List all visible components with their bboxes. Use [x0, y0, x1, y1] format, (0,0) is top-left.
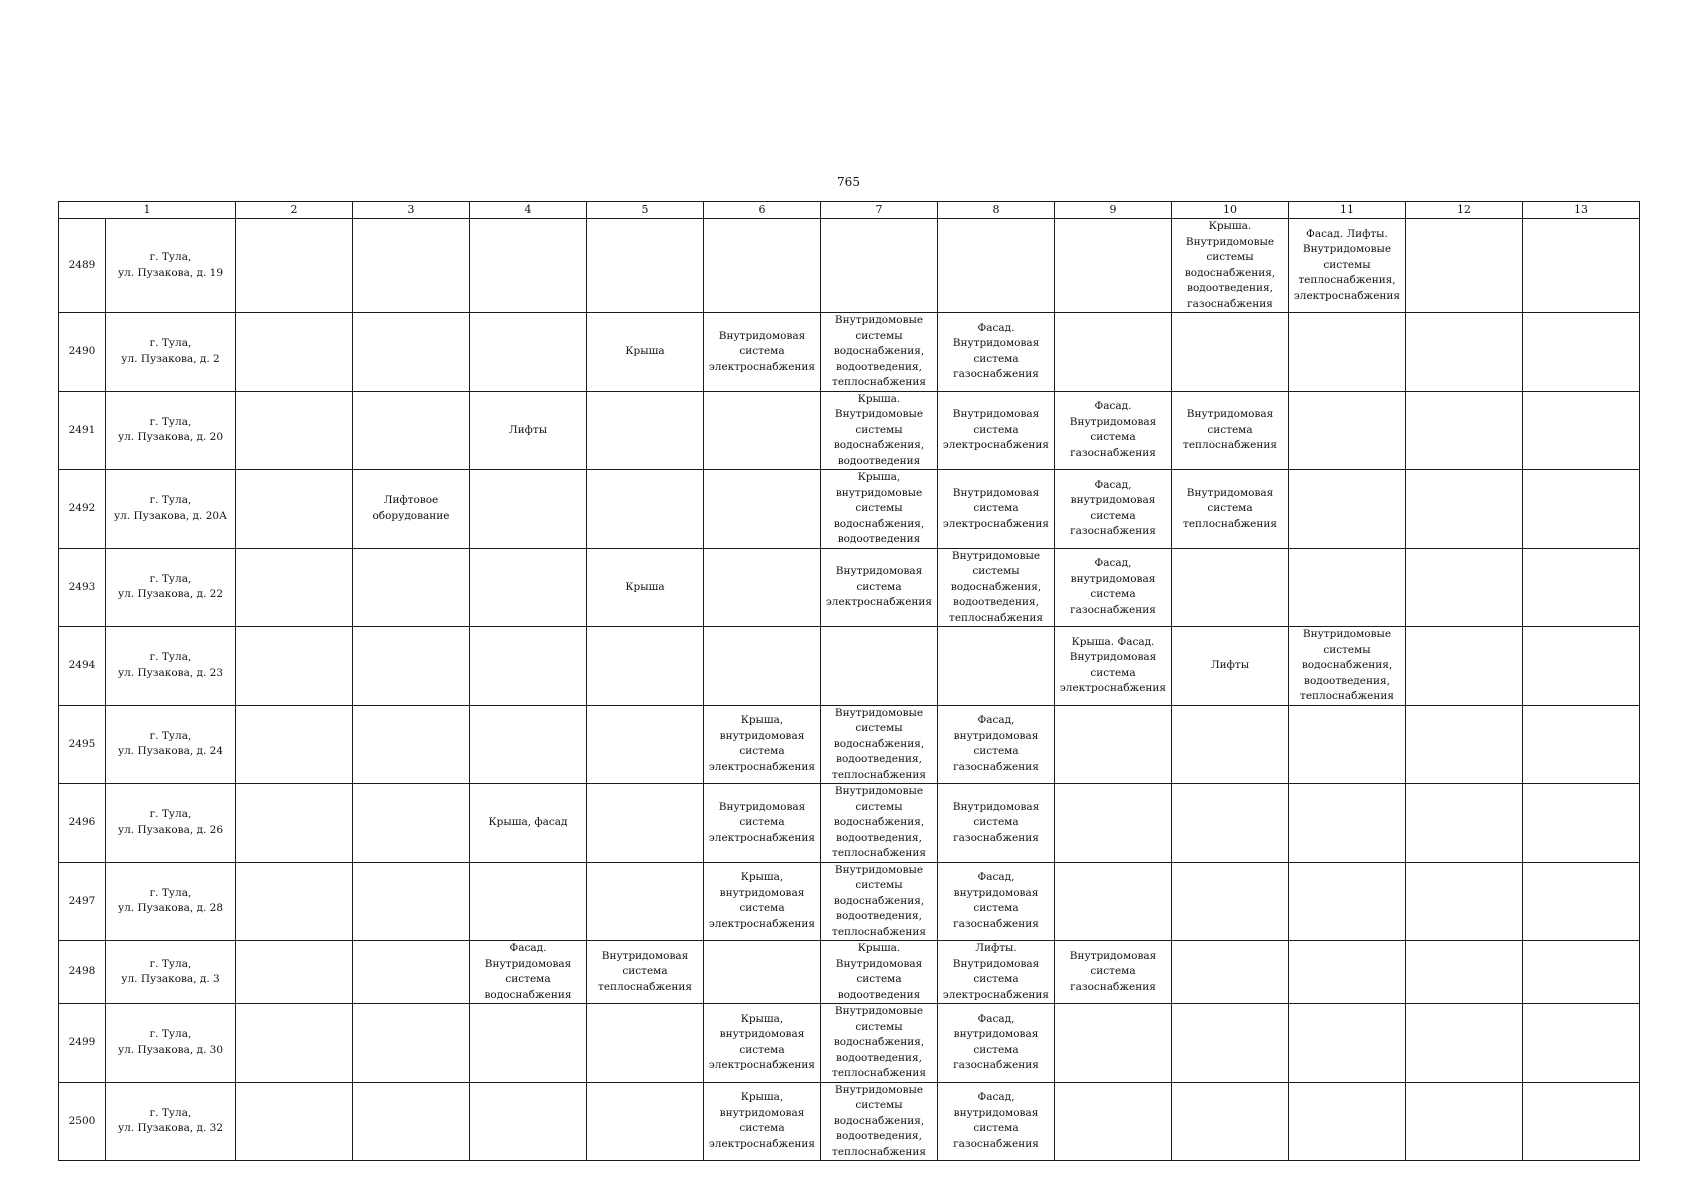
work-cell-6: [704, 1004, 821, 1083]
address-city: г. Тула,: [149, 1028, 192, 1041]
work-cell-13: [1523, 1004, 1640, 1083]
work-cell-10: [1172, 391, 1289, 470]
row-number: 2495: [59, 705, 106, 784]
address-street: ул. Пузакова, д. 19: [117, 266, 224, 279]
work-cell-11: [1289, 219, 1406, 313]
column-header-1: 1: [59, 202, 236, 219]
work-cell-12: [1406, 470, 1523, 549]
work-cell-4: [470, 470, 587, 549]
work-cell-7: [821, 705, 938, 784]
address-street: ул. Пузакова, д. 3: [121, 973, 220, 985]
work-cell-6: [704, 784, 821, 863]
work-cell-6: [704, 219, 821, 313]
work-cell-4: [470, 391, 587, 470]
address-cell: [106, 548, 236, 627]
column-header-2: 2: [236, 202, 353, 219]
work-cell-13: [1523, 470, 1640, 549]
row-number: 2492: [59, 470, 106, 549]
work-cell-2: [236, 313, 353, 392]
work-text: Внутридомовые системы водоснабжения, водоотведения, теплоснабжения: [1300, 628, 1394, 702]
address-city: г. Тула,: [149, 729, 192, 742]
work-text: Крыша. Внутридомовая система водоотведения: [835, 942, 923, 1001]
work-cell-7: [821, 941, 938, 1004]
column-header-9: 9: [1055, 202, 1172, 219]
work-cell-9: [1055, 1004, 1172, 1083]
work-cell-13: [1523, 784, 1640, 863]
work-text: Внутридомовая система теплоснабжения: [1183, 486, 1277, 530]
table-row: [59, 470, 1640, 549]
work-cell-4: [470, 941, 587, 1004]
address-street: ул. Пузакова, д. 30: [117, 1043, 224, 1056]
work-text: Крыша, внутридомовая система электроснабжения: [708, 1091, 816, 1150]
work-text: Внутридомовая система электроснабжения: [942, 486, 1050, 530]
address-city: г. Тула,: [149, 572, 192, 585]
address-city: г. Тула,: [149, 886, 192, 899]
work-text: Внутридомовая система электроснабжения: [708, 329, 816, 373]
work-cell-3: [353, 1004, 470, 1083]
work-cell-8: [938, 784, 1055, 863]
column-header-4: 4: [470, 202, 587, 219]
address-cell: [106, 1004, 236, 1083]
work-text: Фасад. Лифты. Внутридомовые системы теплоснабжения, электроснабжения: [1293, 227, 1401, 302]
work-text: Фасад, внутридомовая система газоснабжения: [953, 714, 1039, 773]
work-cell-6: [704, 548, 821, 627]
page-number: 765: [837, 175, 860, 189]
work-cell-2: [236, 784, 353, 863]
work-cell-9: [1055, 627, 1172, 706]
row-number: 2500: [59, 1082, 106, 1161]
work-cell-7: [821, 627, 938, 706]
work-cell-11: [1289, 1082, 1406, 1161]
work-cell-2: [236, 705, 353, 784]
work-cell-12: [1406, 313, 1523, 392]
work-cell-8: [938, 391, 1055, 470]
work-cell-13: [1523, 627, 1640, 706]
address-city: г. Тула,: [149, 651, 192, 664]
row-number: 2490: [59, 313, 106, 392]
address-city: г. Тула,: [149, 494, 192, 507]
work-text: Внутридомовые системы водоснабжения, водоотведения, теплоснабжения: [832, 314, 926, 388]
column-header-11: 11: [1289, 202, 1406, 219]
address-street: ул. Пузакова, д. 28: [117, 902, 224, 915]
work-cell-4: [470, 862, 587, 941]
address-cell: [106, 313, 236, 392]
work-cell-7: [821, 1004, 938, 1083]
address-street: ул. Пузакова, д. 20А: [113, 509, 228, 522]
work-text: Внутридомовая система газоснабжения: [952, 800, 1040, 844]
address-cell: [106, 219, 236, 313]
row-number: 2498: [59, 941, 106, 1004]
work-text: Крыша: [625, 580, 665, 593]
row-number: 2497: [59, 862, 106, 941]
work-cell-9: [1055, 705, 1172, 784]
work-cell-3: [353, 862, 470, 941]
work-text: Внутридомовая система теплоснабжения: [598, 949, 692, 993]
address-street: ул. Пузакова, д. 24: [117, 745, 224, 758]
work-cell-5: [587, 627, 704, 706]
address-city: г. Тула,: [149, 957, 192, 970]
work-cell-5: [587, 1004, 704, 1083]
work-cell-13: [1523, 219, 1640, 313]
work-cell-3: [353, 784, 470, 863]
work-cell-10: [1172, 784, 1289, 863]
work-cell-4: [470, 1082, 587, 1161]
table-row: [59, 391, 1640, 470]
work-cell-13: [1523, 313, 1640, 392]
work-text: Фасад. Внутридомовая система газоснабжения: [1069, 400, 1157, 459]
work-cell-6: [704, 470, 821, 549]
work-cell-12: [1406, 862, 1523, 941]
work-cell-4: [470, 705, 587, 784]
column-header-10: 10: [1172, 202, 1289, 219]
work-cell-8: [938, 219, 1055, 313]
work-cell-6: [704, 1082, 821, 1161]
work-cell-10: [1172, 1004, 1289, 1083]
work-cell-10: [1172, 219, 1289, 313]
work-cell-11: [1289, 627, 1406, 706]
work-cell-9: [1055, 313, 1172, 392]
work-cell-7: [821, 470, 938, 549]
work-text: Крыша, внутридомовая система электроснабжения: [708, 871, 816, 930]
work-cell-13: [1523, 941, 1640, 1004]
work-text: Фасад, внутридомовая система газоснабжения: [1070, 557, 1156, 616]
work-cell-2: [236, 1082, 353, 1161]
work-cell-3: [353, 941, 470, 1004]
work-cell-8: [938, 1004, 1055, 1083]
work-text: Внутридомовая система газоснабжения: [1069, 949, 1157, 993]
address-street: ул. Пузакова, д. 22: [117, 588, 224, 601]
table-row: [59, 784, 1640, 863]
work-cell-8: [938, 862, 1055, 941]
address-cell: [106, 470, 236, 549]
address-city: г. Тула,: [149, 1106, 192, 1119]
row-number: 2494: [59, 627, 106, 706]
work-cell-12: [1406, 1004, 1523, 1083]
work-cell-6: [704, 941, 821, 1004]
work-cell-2: [236, 391, 353, 470]
work-cell-9: [1055, 470, 1172, 549]
work-cell-6: [704, 627, 821, 706]
work-text: Крыша, внутридомовая система электроснабжения: [708, 1012, 816, 1072]
table-row: [59, 548, 1640, 627]
work-text: Крыша. Внутридомовые системы водоснабжения, водоотведения, газоснабжения: [1184, 220, 1276, 310]
work-cell-5: [587, 941, 704, 1004]
column-header-8: 8: [938, 202, 1055, 219]
work-text: Фасад, внутридомовая система газоснабжения: [1070, 478, 1156, 538]
work-cell-12: [1406, 219, 1523, 313]
work-text: Внутридомовая система теплоснабжения: [1183, 408, 1277, 451]
work-cell-11: [1289, 470, 1406, 549]
work-cell-4: [470, 313, 587, 392]
work-text: Крыша. Внутридомовые системы водоснабжения, водоотведения: [833, 392, 925, 467]
table-body: [59, 219, 1640, 1161]
work-cell-8: [938, 548, 1055, 627]
row-number: 2489: [59, 219, 106, 313]
work-cell-10: [1172, 627, 1289, 706]
work-cell-2: [236, 941, 353, 1004]
table-row: [59, 627, 1640, 706]
work-cell-9: [1055, 862, 1172, 941]
work-cell-2: [236, 1004, 353, 1083]
work-cell-7: [821, 862, 938, 941]
work-cell-11: [1289, 705, 1406, 784]
work-cell-9: [1055, 941, 1172, 1004]
work-cell-4: [470, 627, 587, 706]
work-cell-5: [587, 784, 704, 863]
work-cell-4: [470, 784, 587, 863]
address-cell: [106, 941, 236, 1004]
work-cell-12: [1406, 705, 1523, 784]
work-cell-10: [1172, 1082, 1289, 1161]
work-cell-10: [1172, 862, 1289, 941]
work-cell-12: [1406, 627, 1523, 706]
table-row: [59, 705, 1640, 784]
work-text: Лифты. Внутридомовая система электроснабжения: [942, 942, 1050, 1001]
work-cell-9: [1055, 548, 1172, 627]
work-cell-13: [1523, 862, 1640, 941]
work-cell-13: [1523, 705, 1640, 784]
work-cell-4: [470, 219, 587, 313]
work-text: Внутридомовые системы водоснабжения, водоотведения, теплоснабжения: [832, 1005, 926, 1079]
column-header-13: 13: [1523, 202, 1640, 219]
work-text: Фасад. Внутридомовая система газоснабжения: [952, 321, 1040, 381]
work-cell-2: [236, 862, 353, 941]
work-cell-9: [1055, 784, 1172, 863]
work-cell-11: [1289, 391, 1406, 470]
work-text: Внутридомовая система электроснабжения: [942, 408, 1050, 451]
work-cell-12: [1406, 784, 1523, 863]
work-text: Внутридомовые системы водоснабжения, водоотведения, теплоснабжения: [832, 706, 926, 781]
work-cell-5: [587, 1082, 704, 1161]
work-text: Внутридомовые системы водоснабжения, водоотведения, теплоснабжения: [949, 549, 1043, 624]
work-cell-2: [236, 627, 353, 706]
work-cell-5: [587, 313, 704, 392]
work-cell-9: [1055, 391, 1172, 470]
work-cell-8: [938, 705, 1055, 784]
work-cell-2: [236, 470, 353, 549]
work-cell-3: [353, 548, 470, 627]
work-cell-6: [704, 391, 821, 470]
work-cell-9: [1055, 219, 1172, 313]
work-cell-8: [938, 470, 1055, 549]
work-text: Внутридомовые системы водоснабжения, водоотведения, теплоснабжения: [832, 1083, 926, 1158]
work-text: Фасад, внутридомовая система газоснабжения: [953, 871, 1039, 930]
address-city: г. Тула,: [149, 415, 192, 428]
work-cell-3: [353, 219, 470, 313]
table-row: [59, 941, 1640, 1004]
work-cell-5: [587, 862, 704, 941]
column-header-12: 12: [1406, 202, 1523, 219]
work-cell-13: [1523, 391, 1640, 470]
work-cell-12: [1406, 391, 1523, 470]
work-cell-3: [353, 705, 470, 784]
work-cell-3: [353, 1082, 470, 1161]
work-cell-7: [821, 219, 938, 313]
work-cell-11: [1289, 313, 1406, 392]
work-cell-6: [704, 862, 821, 941]
work-cell-4: [470, 548, 587, 627]
work-text: Лифты: [508, 423, 548, 436]
work-cell-10: [1172, 941, 1289, 1004]
row-number: 2499: [59, 1004, 106, 1083]
work-cell-10: [1172, 313, 1289, 392]
work-cell-10: [1172, 548, 1289, 627]
table-header: [59, 202, 1640, 219]
table-row: [59, 862, 1640, 941]
address-street: ул. Пузакова, д. 23: [117, 666, 224, 679]
work-cell-2: [236, 548, 353, 627]
work-cell-11: [1289, 548, 1406, 627]
table-row: [59, 219, 1640, 313]
work-cell-12: [1406, 548, 1523, 627]
work-text: Фасад, внутридомовая система газоснабжения: [953, 1012, 1039, 1072]
work-text: Внутридомовая система электроснабжения: [825, 565, 933, 608]
work-cell-8: [938, 1082, 1055, 1161]
address-cell: [106, 862, 236, 941]
work-cell-3: [353, 470, 470, 549]
work-cell-7: [821, 548, 938, 627]
work-cell-7: [821, 784, 938, 863]
work-cell-2: [236, 219, 353, 313]
address-street: ул. Пузакова, д. 26: [117, 823, 224, 836]
column-header-6: 6: [704, 202, 821, 219]
work-cell-12: [1406, 1082, 1523, 1161]
address-street: ул. Пузакова, д. 2: [121, 352, 220, 365]
column-header-5: 5: [587, 202, 704, 219]
work-text: Фасад, внутридомовая система газоснабжения: [953, 1091, 1039, 1150]
work-cell-11: [1289, 784, 1406, 863]
column-header-3: 3: [353, 202, 470, 219]
work-cell-11: [1289, 941, 1406, 1004]
work-cell-8: [938, 627, 1055, 706]
address-cell: [106, 1082, 236, 1161]
work-cell-9: [1055, 1082, 1172, 1161]
work-cell-3: [353, 313, 470, 392]
work-cell-5: [587, 391, 704, 470]
address-cell: [106, 784, 236, 863]
work-text: Фасад. Внутридомовая система водоснабжения: [484, 942, 572, 1001]
work-text: Крыша, внутридомовые системы водоснабжения, водоотведения: [833, 471, 925, 545]
work-text: Внутридомовые системы водоснабжения, водоотведения, теплоснабжения: [832, 785, 926, 859]
work-cell-12: [1406, 941, 1523, 1004]
address-street: ул. Пузакова, д. 32: [117, 1122, 224, 1135]
work-cell-5: [587, 705, 704, 784]
work-text: Крыша, фасад: [488, 816, 568, 828]
work-cell-3: [353, 627, 470, 706]
work-text: Лифты: [1210, 659, 1250, 671]
row-number: 2491: [59, 391, 106, 470]
row-number: 2493: [59, 548, 106, 627]
address-city: г. Тула,: [149, 337, 192, 350]
work-cell-7: [821, 313, 938, 392]
address-cell: [106, 627, 236, 706]
work-text: Лифтовое оборудование: [372, 494, 450, 522]
work-cell-10: [1172, 705, 1289, 784]
work-cell-10: [1172, 470, 1289, 549]
work-cell-8: [938, 941, 1055, 1004]
work-cell-11: [1289, 1004, 1406, 1083]
work-cell-3: [353, 391, 470, 470]
address-city: г. Тула,: [149, 808, 192, 821]
work-cell-7: [821, 391, 938, 470]
work-cell-5: [587, 548, 704, 627]
address-city: г. Тула,: [149, 251, 192, 263]
work-cell-5: [587, 219, 704, 313]
work-cell-7: [821, 1082, 938, 1161]
work-cell-6: [704, 705, 821, 784]
work-cell-13: [1523, 1082, 1640, 1161]
row-number: 2496: [59, 784, 106, 863]
table-row: [59, 1004, 1640, 1083]
work-text: Внутридомовая система электроснабжения: [708, 800, 816, 844]
address-street: ул. Пузакова, д. 20: [117, 431, 224, 444]
work-text: Крыша. Фасад. Внутридомовая система электроснабжения: [1059, 635, 1167, 695]
work-cell-4: [470, 1004, 587, 1083]
table-row: [59, 1082, 1640, 1161]
address-cell: [106, 705, 236, 784]
address-cell: [106, 391, 236, 470]
work-cell-6: [704, 313, 821, 392]
work-text: Крыша: [625, 345, 665, 357]
work-text: Внутридомовые системы водоснабжения, водоотведения, теплоснабжения: [832, 863, 926, 938]
work-cell-11: [1289, 862, 1406, 941]
work-cell-8: [938, 313, 1055, 392]
work-cell-5: [587, 470, 704, 549]
register-table: [58, 201, 1640, 1161]
work-text: Крыша, внутридомовая система электроснабжения: [708, 714, 816, 773]
column-header-7: 7: [821, 202, 938, 219]
work-cell-13: [1523, 548, 1640, 627]
table-row: [59, 313, 1640, 392]
